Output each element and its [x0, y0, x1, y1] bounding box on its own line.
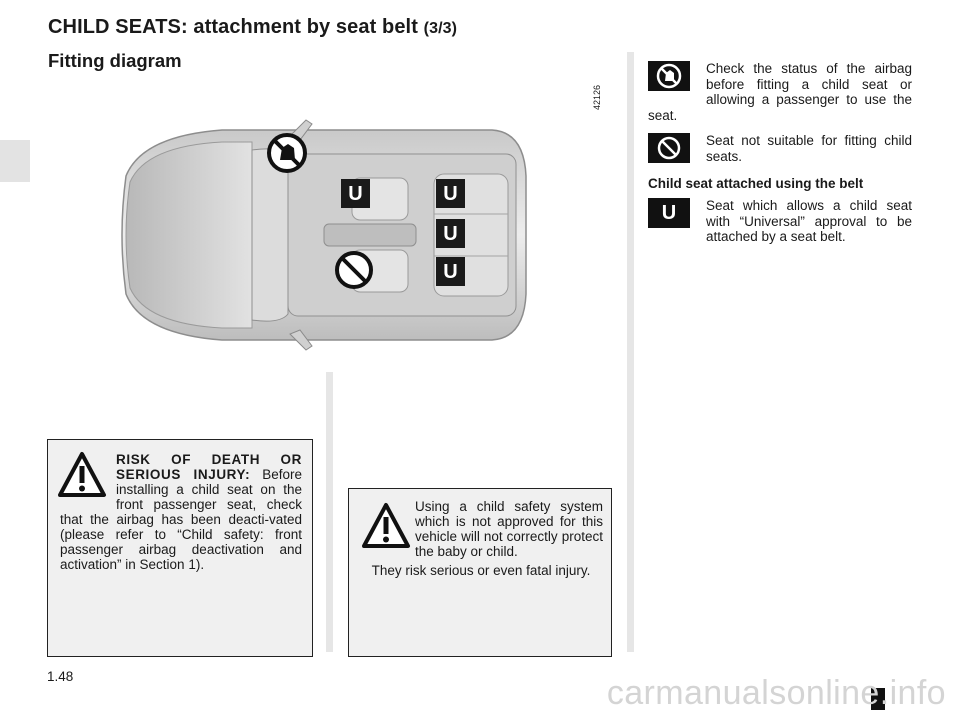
column-divider-middle [326, 372, 333, 652]
warning-conclusion: They risk serious or even fatal injury. [371, 563, 591, 578]
universal-seat-icon [648, 198, 690, 228]
svg-text:U: U [443, 223, 458, 245]
section-subtitle: Fitting diagram [48, 50, 182, 71]
watermark: carmanualsonline.info [606, 674, 946, 710]
figure-reference: 42126 [592, 84, 602, 110]
part-indicator: (3/3) [423, 20, 458, 37]
warning-strong: RISK OF DEATH OR SERIOUS INJURY: [116, 452, 302, 482]
legend-universal [648, 198, 912, 245]
seat-marker-rear-left [436, 179, 465, 208]
column-divider [627, 52, 634, 652]
warning-body: Using a child safety system which is not approved for this vehicle will not correctly protect the baby or child. [415, 499, 603, 559]
airbag-check-icon [648, 61, 690, 91]
warning-box-airbag [47, 439, 313, 657]
warning-text-approval [359, 499, 603, 578]
seat-marker-front-passenger [341, 179, 370, 208]
warning-box-approval [348, 488, 612, 657]
legend-airbag-text: Check the status of the airbag before fitting a child seat or allowing a passenger to use the seat. [648, 61, 912, 123]
legend-not-suitable-text: Seat not suitable for fitting child seats. [706, 133, 912, 164]
svg-text:U: U [443, 183, 458, 205]
seat-marker-rear-centre [436, 219, 465, 248]
seat-marker-rear-right [436, 257, 465, 286]
legend-not-suitable [648, 133, 912, 173]
warning-text-airbag [60, 452, 302, 572]
car-top-view-diagram [112, 116, 532, 354]
legend-airbag [648, 61, 912, 123]
page-number: 1.48 [47, 669, 74, 684]
legend-belt-heading: Child seat attached using the belt [648, 176, 864, 191]
svg-text:U: U [348, 183, 363, 205]
not-suitable-icon [337, 253, 371, 287]
airbag-check-icon [269, 135, 305, 171]
not-suitable-icon [648, 133, 690, 163]
section-tab [0, 140, 30, 182]
page-title: CHILD SEATS: attachment by seat belt (3/3) [48, 16, 458, 38]
svg-text:U: U [443, 261, 458, 283]
universal-seat-label: U [661, 202, 677, 224]
warning-body: Before installing a child seat on the front passenger seat, check that the airbag has been deacti-vated (please refer to “Child safety: front passenger airbag deactivation and activation” in Section 1). [60, 467, 302, 572]
legend-universal-text: Seat which allows a child seat with “Universal” approval to be attached by a seat belt. [706, 198, 912, 244]
